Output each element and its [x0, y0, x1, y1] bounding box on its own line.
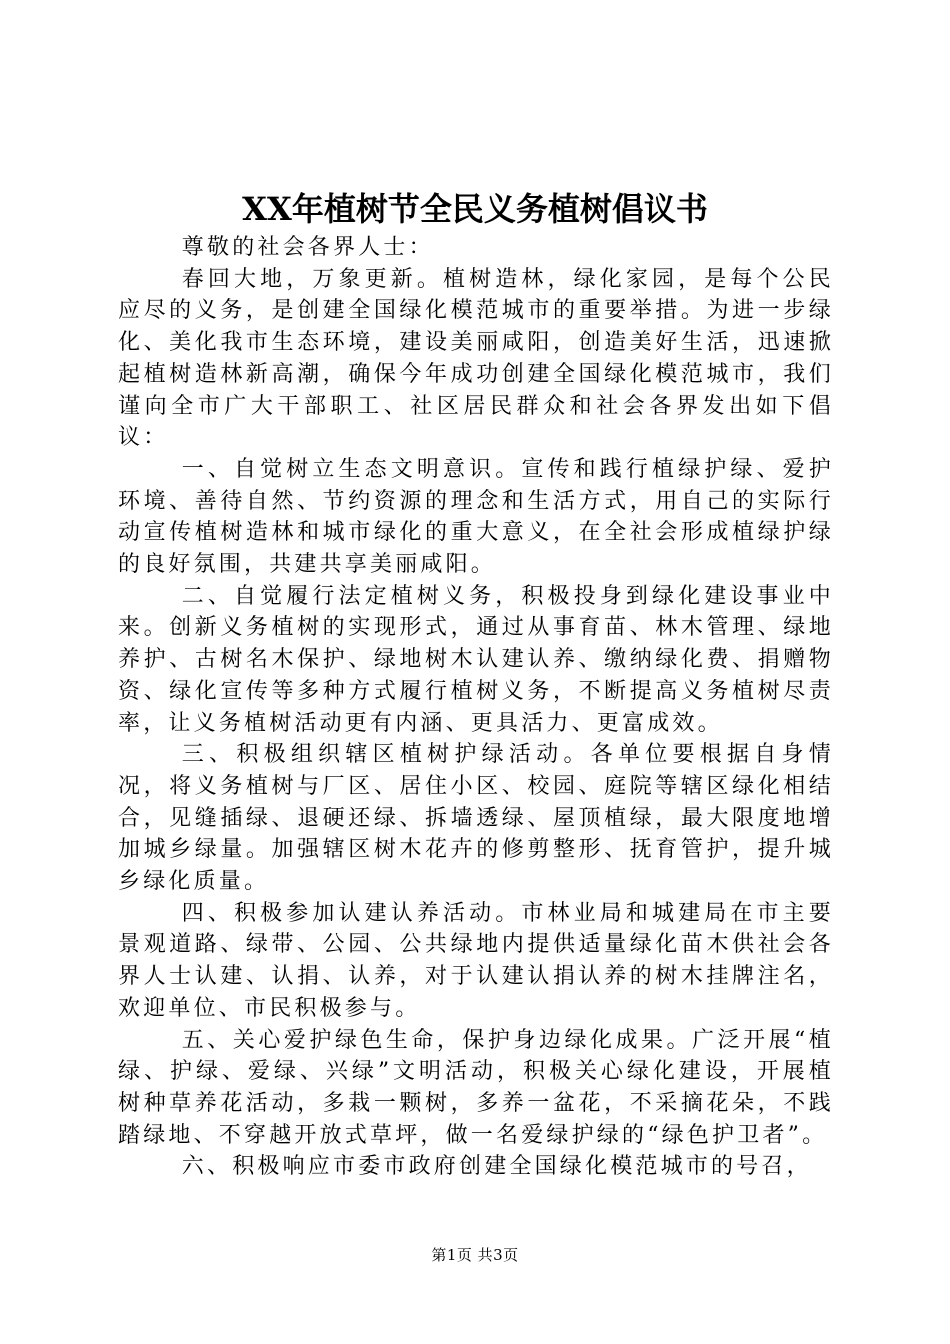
paragraph-item-6: 六、积极响应市委市政府创建全国绿化模范城市的号召， — [181, 1154, 812, 1180]
document-title: XX年植树节全民义务植树倡议书 — [242, 190, 708, 228]
paragraph-item-5: 五、关心爱护绿色生命，保护身边绿化成果。广泛开展“植绿、护绿、爱绿、兴绿”文明活动，积极关心绿化建设，开展植树种草养花活动，多栽一颗树，多养一盆花，不采摘花朵，不践踏绿地、不穿越开放式草坪，做一名爱绿护绿的“绿色护卫者”。 — [118, 1027, 834, 1148]
document-body — [118, 232, 834, 1183]
paragraph-item-1: 一、自觉树立生态文明意识。宣传和践行植绿护绿、爱护环境、善待自然、节约资源的理念和生活方式，用自己的实际行动宣传植树造林和城市绿化的重大意义，在全社会形成植绿护绿的良好氛围，共建共享美丽咸阳。 — [118, 456, 834, 578]
paragraph-intro: 春回大地，万象更新。植树造林，绿化家园，是每个公民应尽的义务，是创建全国绿化模范城市的重要举措。为进一步绿化、美化我市生态环境，建设美丽咸阳，创造美好生活，迅速掀起植树造林新高潮，确保今年成功创建全国绿化模范城市，我们谨向全市广大干部职工、社区居民群众和社会各界发出如下倡议： — [118, 266, 834, 451]
salutation: 尊敬的社会各界人士： — [181, 235, 434, 260]
paragraph-item-4: 四、积极参加认建认养活动。市林业局和城建局在市主要景观道路、绿带、公园、公共绿地内提供适量绿化苗木供社会各界人士认建、认捐、认养，对于认建认捐认养的树木挂牌注名，欢迎单位、市民积极参与。 — [118, 900, 834, 1021]
paragraph-item-2: 二、自觉履行法定植树义务，积极投身到绿化建设事业中来。创新义务植树的实现形式，通过从事育苗、林木管理、绿地养护、古树名木保护、绿地树木认建认养、缴纳绿化费、捐赠物资、绿化宣传等多种方式履行植树义务，不断提高义务植树尽责率，让义务植树活动更有内涵、更具活力、更富成效。 — [118, 583, 834, 736]
paragraph-item-3: 三、积极组织辖区植树护绿活动。各单位要根据自身情况，将义务植树与厂区、居住小区、校园、庭院等辖区绿化相结合，见缝插绿、退硬还绿、拆墙透绿、屋顶植绿，最大限度地增加城乡绿量。加强辖区树木花卉的修剪整形、抚育管护，提升城乡绿化质量。 — [118, 742, 834, 895]
page-number-footer: 第1页 共3页 — [431, 1246, 519, 1264]
